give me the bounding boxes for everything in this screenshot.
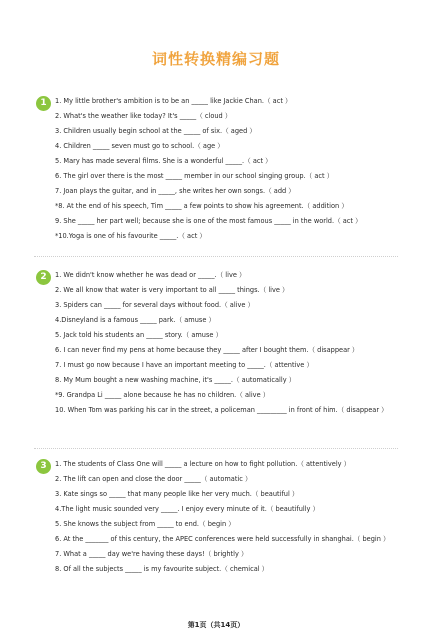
question-item: *10.Yoga is one of his favourite _____.（ act ） [55, 232, 206, 240]
question-item: 1. My little brother's ambition is to be an _____ like Jackie Chan.（ act ） [55, 97, 292, 105]
question-list [55, 97, 398, 247]
section-number-badge: 3 [36, 459, 51, 474]
page-number-footer: 第1页（共14页） [187, 621, 245, 629]
question-list [55, 460, 398, 580]
section-number-badge: 1 [36, 96, 51, 111]
question-item: 7. What a _____ day we're having these days!（ brightly ） [55, 550, 248, 558]
question-item: 6. The girl over there is the most _____ member in our school singing group.（ act ） [55, 172, 334, 180]
section-divider [34, 448, 398, 449]
question-item: 4. Children _____ seven must go to school.（ age ） [55, 142, 224, 150]
question-item: 8. Of all the subjects _____ is my favourite subject.（ chemical ） [55, 565, 269, 573]
section-divider [34, 256, 398, 257]
question-item: 8. My Mum bought a new washing machine, it's _____.（ automatically ） [55, 376, 296, 384]
question-item: 4.The light music sounded very _____. I enjoy every minute of it.（ beautifully ） [55, 505, 320, 513]
question-item: 7. Joan plays the guitar, and in _____, she writes her own songs.（ add ） [55, 187, 295, 195]
question-list [55, 271, 398, 421]
question-item: 5. Jack told his students an _____ story.（ amuse ） [55, 331, 223, 339]
question-item: 6. I can never find my pens at home because they _____ after I bought them.（ disappear ） [55, 346, 359, 354]
question-item: 3. Kate sings so _____ that many people like her very much.（ beautiful ） [55, 490, 299, 498]
question-item: 2. The lift can open and close the door _____（ automatic ） [55, 475, 252, 483]
question-item: 1. The students of Class One will _____ a lecture on how to fight pollution.（ attentively ） [55, 460, 351, 468]
question-item: 4.Disneyland is a famous _____ park.（ amuse ） [55, 316, 216, 324]
question-item: 1. We didn't know whether he was dead or _____.（ live ） [55, 271, 246, 279]
question-item: 6. At the _______ of this century, the APEC conferences were held successfully in shanghai.（ begin ） [55, 535, 390, 543]
question-item: *8. At the end of his speech, Tim _____ a few points to show his agreement.（ addition ） [55, 202, 348, 210]
question-item: 9. She _____ her part well; because she is one of the most famous _____ in the world.（ act ） [55, 217, 362, 225]
question-item: 3. Spiders can _____ for several days without food.（ alive ） [55, 301, 255, 309]
question-item: 2. We all know that water is very important to all _____ things.（ live ） [55, 286, 289, 294]
section-number-badge: 2 [36, 270, 51, 285]
question-item: 3. Children usually begin school at the _____ of six.（ aged ） [55, 127, 256, 135]
question-item: 7. I must go now because I have an important meeting to _____.（ attentive ） [55, 361, 314, 369]
page-title: 词性转换精编习题 [151, 50, 280, 68]
question-item: 2. What's the weather like today? It's _____（ cloud ） [55, 112, 232, 120]
question-item: 5. Mary has made several films. She is a wonderful _____.（ act ） [55, 157, 272, 165]
question-item: 10. When Tom was parking his car in the street, a policeman _________ in front of him.（ disappear ） [55, 406, 388, 414]
question-item: 5. She knows the subject from _____ to end.（ begin ） [55, 520, 235, 528]
question-item: *9. Grandpa Li _____ alone because he has no children.（ alive ） [55, 391, 270, 399]
